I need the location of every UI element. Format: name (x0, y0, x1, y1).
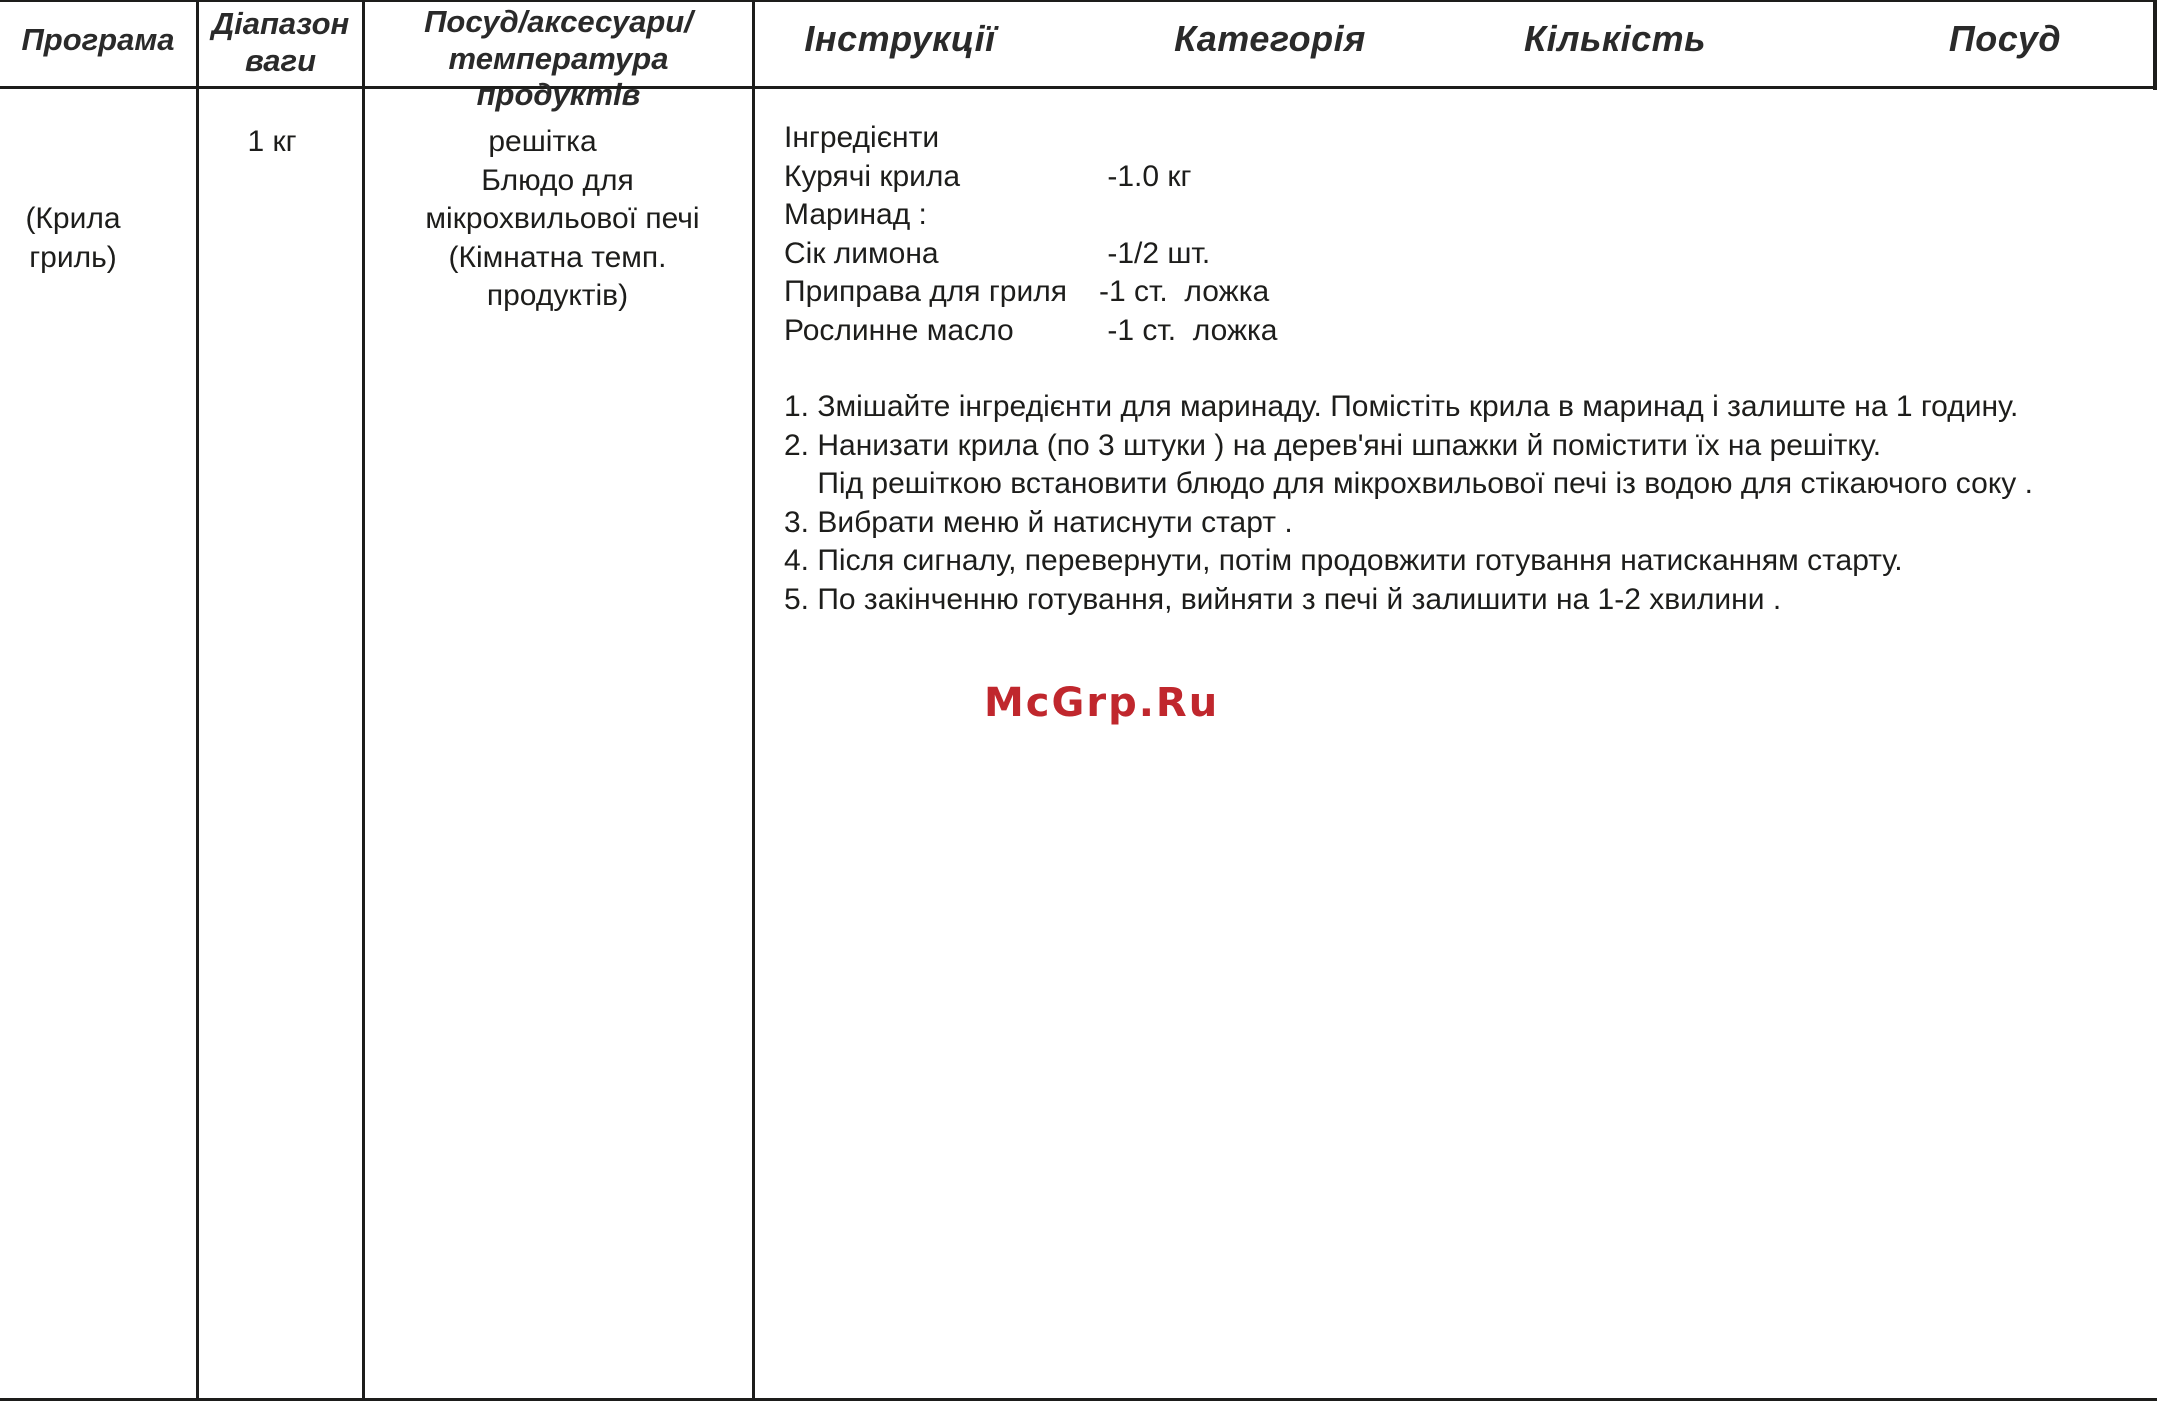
ingredient-quantity: -1 ст. ложка (1099, 275, 1270, 308)
ingredients-block (784, 119, 1278, 350)
instruction-steps (784, 388, 2033, 619)
ingredient-name: Курячі крила (784, 159, 961, 193)
instruction-step: 5. По закінченню готування, вийняти з печі й залишити на 1-2 хвилини . (784, 582, 1782, 616)
cookware-line: решітка (488, 125, 597, 158)
right-edge-rule (2153, 0, 2157, 90)
instruction-step: 4. Після сигналу, перевернути, потім продовжити готування натисканням старту. (784, 544, 1903, 577)
program-name (0, 200, 146, 277)
ingredient-name: Приправа для гриля (784, 275, 1067, 308)
instruction-step: 1. Змішайте інгредієнти для маринаду. Помістіть крила в маринад і залиште на 1 годину. (784, 390, 2019, 423)
ingredient-row (784, 158, 1278, 197)
header-weight-line2: ваги (244, 42, 317, 78)
instruction-step: 3. Вибрати меню й натиснути старт . (784, 505, 1293, 539)
ingredient-row (784, 312, 1278, 351)
watermark: McGrp.Ru (984, 680, 1220, 726)
ingredient-name: Сік лимона (784, 236, 939, 270)
header-quantity: Кількість (1523, 18, 1707, 59)
header-bottom-rule (0, 86, 2157, 89)
header-category: Категорія (1174, 18, 1366, 59)
header-instructions: Інструкції (804, 18, 996, 59)
header-weight-range (199, 6, 362, 79)
table-bottom-rule (0, 1398, 2157, 1401)
ingredient-row (784, 235, 1278, 274)
header-cookware-line2: температура продуктів (448, 40, 669, 113)
ingredient-row (784, 273, 1278, 312)
ingredients-title: Інгредієнти (784, 121, 940, 154)
cookware-line: мікрохвильової печі (425, 202, 700, 235)
cookware-line: Блюдо для (481, 163, 634, 197)
cookware-line: продуктів) (486, 279, 629, 312)
header-cookware (365, 4, 752, 114)
instruction-step: 2. Нанизати крила (по 3 штуки ) на дерев'яні шпажки й помістити їх на решітку. (784, 428, 1882, 462)
header-cookware-line1: Посуд/аксесуари/ (424, 4, 693, 39)
weight-value: 1 кг (247, 125, 297, 158)
instruction-step: Під решіткою встановити блюдо для мікрохвильової печі із водою для стікаючого соку . (784, 467, 2033, 500)
ingredient-row (784, 196, 1278, 235)
ingredient-name: Маринад : (784, 198, 927, 231)
cookware-text (385, 123, 730, 316)
ingredient-quantity: -1/2 шт. (1099, 236, 1211, 270)
header-program: Програма (21, 22, 175, 57)
ingredient-name: Рослинне масло (784, 313, 1014, 347)
header-weight-line1: Діапазон (211, 6, 350, 41)
program-name-line1: (Крила (25, 202, 121, 235)
program-name-line2: гриль) (29, 240, 117, 274)
header-top-rule (0, 0, 2157, 2)
header-dish: Посуд (1948, 18, 2062, 59)
cookware-line: (Кімнатна темп. (448, 240, 667, 274)
ingredient-quantity: -1 ст. ложка (1099, 313, 1278, 347)
ingredient-quantity: -1.0 кг (1099, 159, 1192, 193)
column-divider-3 (752, 0, 755, 1401)
column-divider-2 (362, 0, 365, 1401)
column-divider-1 (196, 0, 199, 1401)
